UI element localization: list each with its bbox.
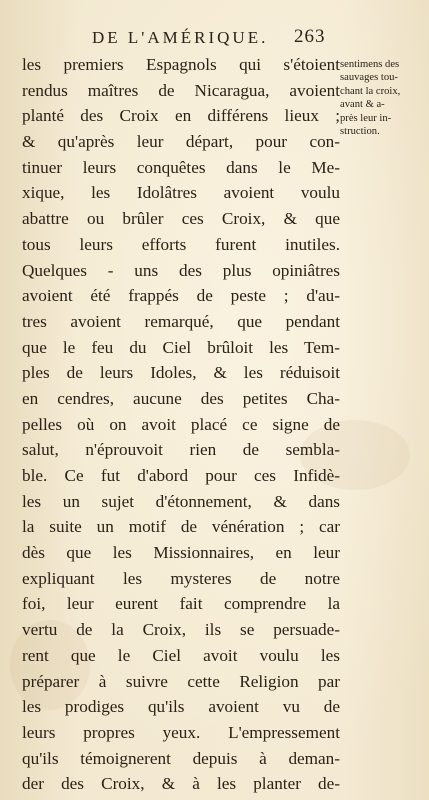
text-line: les un sujet d'étonnement, & dans [22,491,340,511]
margin-note-line: sentimens des [340,59,400,70]
text-line: les premiers Espagnols qui s'étoient [22,55,340,74]
text-line: xique, les Idolâtres avoient voulu [22,183,340,203]
text-line: la suite un motif de vénération ; car [22,517,340,537]
body-text [22,52,340,797]
text-line: expliquant les mysteres de notre [22,568,340,588]
margin-note-line: chant la croix, [340,85,401,97]
text-line: ble. Ce fut d'abord pour ces Infidè- [22,466,340,485]
text-line: dès que les Missionnaires, en leur [22,543,340,563]
text-line: qu'ils témoignerent depuis à deman- [22,748,340,768]
page-number: 263 [294,26,326,47]
margin-note-line: avant & a- [340,99,385,111]
text-line: der des Croix, & à les planter de- [22,774,340,794]
text-line: tous leurs efforts furent inutiles. [22,234,340,254]
text-line: tres avoient remarqué, que pendant [22,311,340,331]
margin-note-line: struction. [340,125,380,137]
text-line: pelles où on avoit placé ce signe de [22,414,340,434]
text-line: Quelques - uns des plus opiniâtres [22,260,340,280]
text-line: que le feu du Ciel brûloit les Tem- [22,337,340,357]
text-line: & qu'après leur départ, pour con- [22,132,340,152]
text-line: en cendres, aucune des petites Cha- [22,388,340,408]
text-line: tinuer leurs conquêtes dans le Me- [22,157,340,177]
running-head: DE L'AMÉRIQUE. [92,28,269,47]
text-line: rent que le Ciel avoit voulu les [22,645,340,665]
text-line: foi, leur eurent fait comprendre la [22,594,340,614]
text-line: préparer à suivre cette Religion par [22,671,340,691]
margin-note-line: sauvages tou- [340,72,398,84]
text-line: avoient été frappés de peste ; d'au- [22,286,340,306]
text-line: planté des Croix en différens lieux ; [22,106,340,126]
text-line: abattre ou brûler ces Croix, & que [22,209,340,229]
margin-note [340,58,426,138]
text-line: les prodiges qu'ils avoient vu de [22,697,340,717]
text-line: vertu de la Croix, ils se persuade- [22,620,340,640]
text-line: salut, n'éprouvoit rien de sembla- [22,440,340,460]
margin-note-line: près leur in- [340,112,392,124]
text-line: leurs propres yeux. L'empressement [22,722,340,742]
text-line: rendus maîtres de Nicaragua, avoient [22,80,340,100]
text-line: ples de leurs Idoles, & les réduisoit [22,363,340,383]
